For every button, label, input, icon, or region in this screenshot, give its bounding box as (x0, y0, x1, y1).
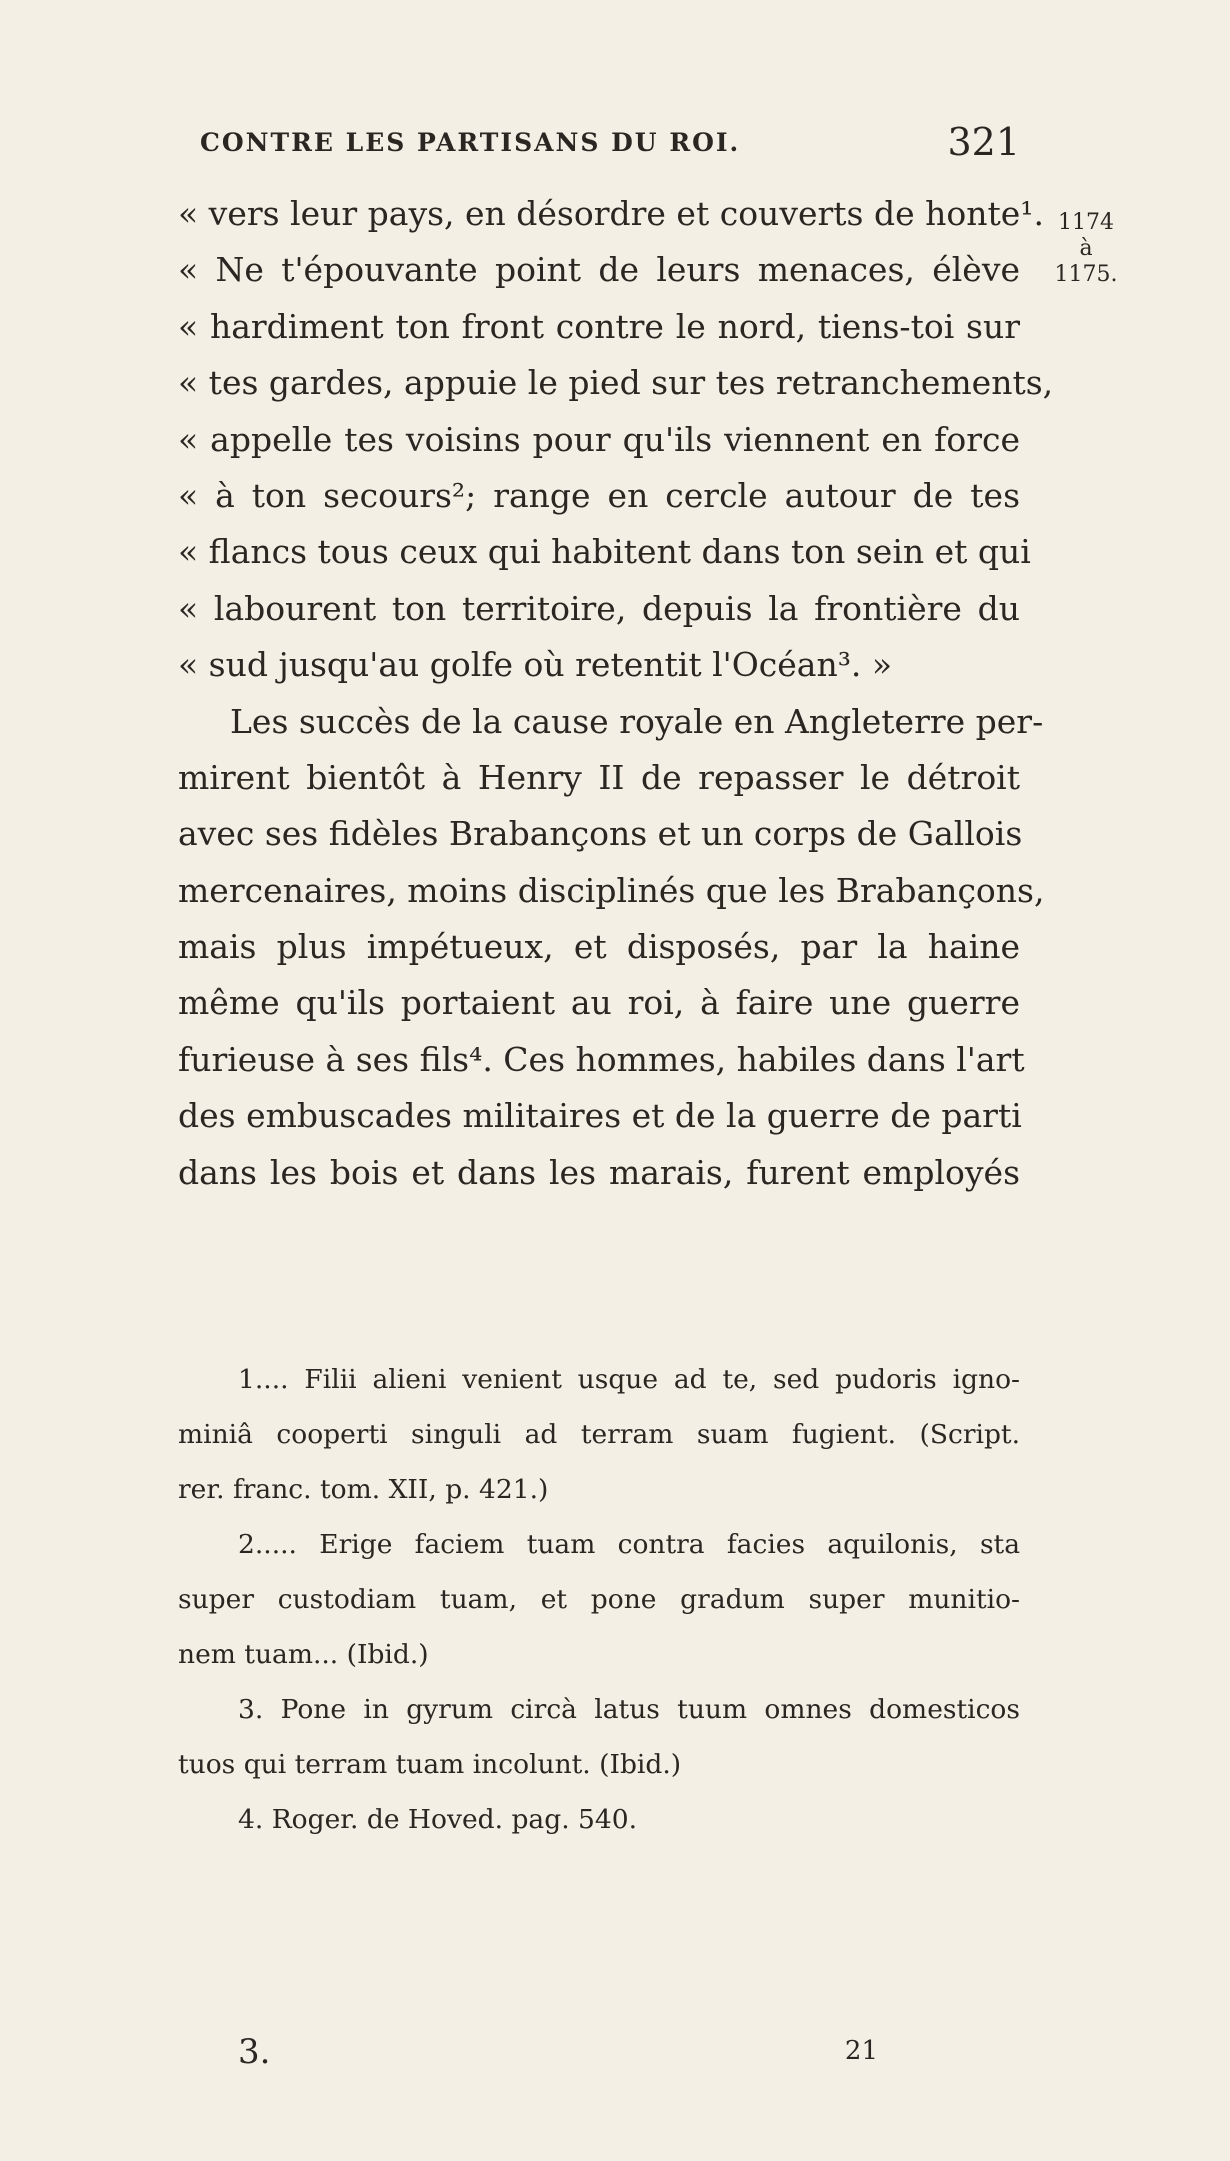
text-line: « appelle tes voisins pour qu'ils viennent en force (178, 419, 1020, 459)
footnote-line: nem tuam... (Ibid.) (178, 1639, 429, 1670)
text-line: des embuscades militaires et de la guerre de parti (178, 1096, 1022, 1136)
volume-mark: 3. (238, 2032, 271, 2072)
footnote-line: tuos qui terram tuam incolunt. (Ibid.) (178, 1749, 682, 1780)
text-line: « vers leur pays, en désordre et couverts de honte¹. (178, 194, 1044, 233)
text-line: dans les bois et dans les marais, furent employés (178, 1152, 1020, 1192)
footnote-1: 1.... Filii alieni venient usque ad te, sed pudoris igno- (238, 1364, 1020, 1395)
margin-date (1046, 210, 1126, 288)
footnotes (178, 1352, 1020, 1847)
margin-date-separator: à (1079, 236, 1093, 261)
text-line: avec ses fidèles Brabançons et un corps de Gallois (178, 814, 1023, 854)
text-line: mais plus impétueux, et disposés, par la haine (178, 927, 1020, 967)
footnote-line: rer. franc. tom. XII, p. 421.) (178, 1474, 549, 1505)
footnote-line: miniâ cooperti singuli ad terram suam fugient. (Script. (178, 1419, 1020, 1450)
text-line: « flancs tous ceux qui habitent dans ton sein et qui (178, 532, 1031, 572)
footnote-line: super custodiam tuam, et pone gradum super munitio- (178, 1584, 1020, 1615)
margin-date-end: 1175. (1054, 262, 1118, 287)
margin-date-start: 1174 (1058, 210, 1114, 235)
text-line: « tes gardes, appuie le pied sur tes retranchements, (178, 363, 1054, 403)
paragraph-start: Les succès de la cause royale en Angleterre per- (230, 701, 1044, 741)
printer-signature (238, 2032, 878, 2080)
text-line: « hardiment ton front contre le nord, tiens-toi sur (178, 306, 1020, 346)
body-text (178, 186, 1054, 1201)
text-line: furieuse à ses fils⁴. Ces hommes, habiles dans l'art (178, 1039, 1025, 1079)
page-header (200, 120, 1020, 168)
running-head: CONTRE LES PARTISANS DU ROI. (200, 128, 741, 157)
text-line: mirent bientôt à Henry II de repasser le détroit (178, 757, 1020, 797)
text-line: même qu'ils portaient au roi, à faire une guerre (178, 983, 1020, 1023)
text-line: « à ton secours²; range en cercle autour de tes (178, 475, 1020, 515)
footnote-2: 2..... Erige faciem tuam contra facies aquilonis, sta (238, 1529, 1020, 1560)
text-line: « labourent ton territoire, depuis la frontière du (178, 588, 1020, 628)
page-number: 321 (947, 120, 1020, 164)
sheet-mark: 21 (844, 2036, 878, 2066)
text-line: « Ne t'épouvante point de leurs menaces, élève (178, 250, 1020, 290)
footnote-3: 3. Pone in gyrum circà latus tuum omnes domesticos (238, 1694, 1020, 1725)
text-line: « sud jusqu'au golfe où retentit l'Océan³. » (178, 645, 893, 685)
footnote-4: 4. Roger. de Hoved. pag. 540. (238, 1804, 638, 1835)
text-line: mercenaires, moins disciplinés que les Brabançons, (178, 870, 1045, 910)
